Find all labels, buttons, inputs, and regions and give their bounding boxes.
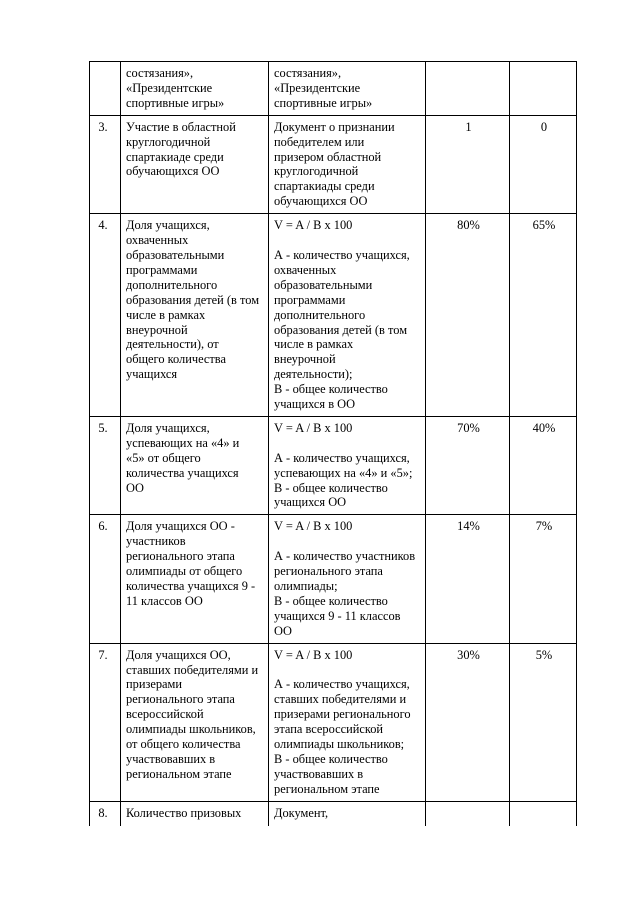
value2-cell: 0 [510,115,577,213]
row-number: 4. [90,214,121,417]
method-cell: Документ, [269,801,426,826]
row-number: 3. [90,115,121,213]
value2-cell: 5% [510,643,577,801]
row-number: 5. [90,416,121,514]
value2-cell [510,62,577,116]
value2-cell: 65% [510,214,577,417]
table-row [90,801,577,826]
method-cell: Документ о признании победителем или призером областной круглогодичной спартакиады среди обучающихся ОО [269,115,426,213]
method-cell: V = A / B x 100 А - количество участников регионального этапа олимпиады; В - общее количество учащихся 9 - 11 классов ОО [269,515,426,643]
indicator-cell: Доля учащихся ОО - участников регионального этапа олимпиады от общего количества учащихся 9 - 11 классов ОО [121,515,269,643]
method-cell: V = A / B x 100 А - количество учащихся, успевающих на «4» и «5»; В - общее количество учащихся ОО [269,416,426,514]
method-cell: V = A / B x 100 А - количество учащихся, ставших победителями и призерами регионального этапа всероссийской олимпиады школьников; В - общее количество участвовавших в региональном этапе [269,643,426,801]
indicator-cell: Количество призовых [121,801,269,826]
indicators-table [89,61,577,826]
row-number: 6. [90,515,121,643]
table-row [90,115,577,213]
table-row [90,515,577,643]
method-cell: V = A / B x 100 А - количество учащихся, охваченных образовательными программами дополнительного образования детей (в том числе в рамках внеурочной деятельности); В - общее количество учащихся в ОО [269,214,426,417]
value1-cell [426,801,510,826]
indicator-cell: Доля учащихся, охваченных образовательными программами дополнительного образования детей (в том числе в рамках внеурочной деятельности), от общего количества учащихся [121,214,269,417]
value2-cell: 7% [510,515,577,643]
value1-cell: 70% [426,416,510,514]
value1-cell: 30% [426,643,510,801]
row-number: 8. [90,801,121,826]
indicator-cell: Доля учащихся ОО, ставших победителями и призерами регионального этапа всероссийской олимпиады школьников, от общего количества участвовавших в региональном этапе [121,643,269,801]
table-row [90,416,577,514]
indicator-cell: Участие в областной круглогодичной спартакиаде среди обучающихся ОО [121,115,269,213]
value2-cell [510,801,577,826]
indicator-cell: Доля учащихся, успевающих на «4» и «5» от общего количества учащихся ОО [121,416,269,514]
table-row [90,214,577,417]
value1-cell: 14% [426,515,510,643]
value1-cell: 80% [426,214,510,417]
row-number: 7. [90,643,121,801]
indicator-cell: состязания», «Президентские спортивные игры» [121,62,269,116]
value1-cell: 1 [426,115,510,213]
value1-cell [426,62,510,116]
row-number [90,62,121,116]
table-row [90,643,577,801]
value2-cell: 40% [510,416,577,514]
method-cell: состязания», «Президентские спортивные игры» [269,62,426,116]
table-row [90,62,577,116]
